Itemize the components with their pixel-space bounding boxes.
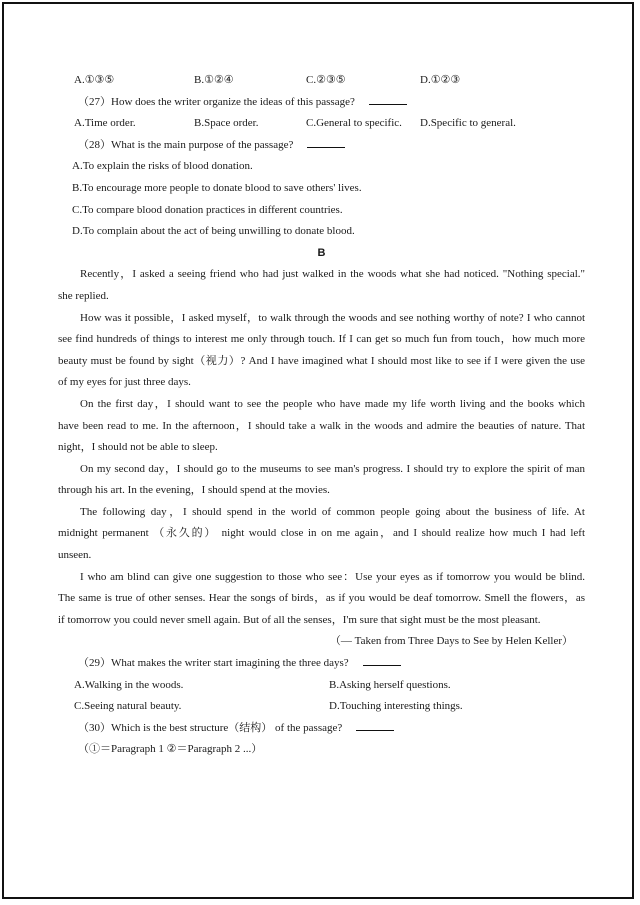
section-title: B: [317, 246, 326, 259]
passage-p2-line3: beauty must be found by sight（视力）? And I have imagined what I should most like to see if I were given the use: [58, 354, 585, 367]
q27-answer-blank[interactable]: [369, 92, 407, 105]
q30-note: （①＝Paragraph 1 ②＝Paragraph 2 ...）: [78, 743, 263, 756]
passage-p6-line3: if tomorrow you could never smell again. But of all the senses，I'm sure that sight must be the most pleasant.: [58, 613, 541, 626]
passage-p5-line2: midnight permanent （永久的） night would close in on me again，and I should realize how much I had left: [58, 527, 585, 540]
exam-page: [58, 70, 585, 761]
q26-option-a[interactable]: A.①③⑤: [74, 74, 115, 86]
passage-p6-line2: The same is true of other senses. Hear the songs of birds，as if you would be deaf tomorrow. Smell the flowers，as: [58, 592, 585, 605]
q28-answer-blank[interactable]: [307, 135, 345, 148]
q29-answer-blank[interactable]: [363, 653, 401, 666]
q27-option-a[interactable]: A.Time order.: [74, 117, 136, 130]
passage-p4-line2: through his art. In the evening，I should spend at the movies.: [58, 484, 330, 497]
q30-question-text: （30）Which is the best structure（结构） of the passage?: [78, 721, 343, 734]
passage-p2-line4: of my eyes for just three days.: [58, 376, 191, 389]
q28-question: [58, 135, 585, 157]
passage-p2-line2: see find hundreds of things to interest me only through touch. If I can get so much fun from touch，how much more: [58, 333, 585, 346]
passage-p4-line1: On my second day，I should go to the museums to see man's progress. I should try to explore the spirit of man: [80, 462, 585, 475]
q29-option-b[interactable]: B.Asking herself questions.: [329, 678, 451, 691]
q27-question: [58, 92, 585, 114]
q30-answer-blank[interactable]: [356, 718, 394, 731]
q28-option-d[interactable]: D.To complain about the act of being unwilling to donate blood.: [72, 225, 355, 238]
q27-option-b[interactable]: B.Space order.: [194, 117, 259, 130]
q26-options: [58, 70, 585, 92]
passage-p5-line3: unseen.: [58, 549, 92, 562]
passage-p3-line1: On the first day，I should want to see the people who have made my life worth living and the books which: [80, 397, 585, 410]
q29-option-c[interactable]: C.Seeing natural beauty.: [74, 700, 182, 713]
passage-p6-line1: I who am blind can give one suggestion to those who see：Use your eyes as if tomorrow you would be blind.: [80, 570, 585, 583]
q28-option-a[interactable]: A.To explain the risks of blood donation.: [72, 160, 253, 173]
passage-p3-line2: have been read to me. In the afternoon，I should take a walk in the woods and admire the beauties of nature. That: [58, 419, 585, 432]
q28-option-b[interactable]: B.To encourage more people to donate blood to save others' lives.: [72, 181, 362, 194]
q27-option-c[interactable]: C.General to specific.: [306, 117, 402, 130]
passage-p2-line1: How was it possible，I asked myself，to walk through the woods and see nothing worthy of note? I who cannot: [80, 311, 585, 324]
q29-options-row1: [58, 675, 585, 697]
q28-question-text: （28）What is the main purpose of the passage?: [78, 138, 294, 151]
q29-question-text: （29）What makes the writer start imagining the three days?: [78, 657, 349, 670]
passage-p1-line1: Recently，I asked a seeing friend who had just walked in the woods what she had noticed. "Nothing special.": [80, 268, 585, 281]
q29-option-a[interactable]: A.Walking in the woods.: [74, 678, 184, 691]
q29-option-d[interactable]: D.Touching interesting things.: [329, 700, 463, 713]
passage-p3-line3: night，I should not be able to sleep.: [58, 441, 218, 454]
q27-question-text: （27）How does the writer organize the ideas of this passage?: [78, 95, 355, 108]
q26-option-c[interactable]: C.②③⑤: [306, 74, 346, 86]
passage-p1-line2: she replied.: [58, 289, 109, 302]
q27-options: [58, 113, 585, 135]
passage-p5-line1: The following day，I should spend in the world of common people going about the business of life. At: [80, 505, 585, 518]
q26-option-d[interactable]: D.①②③: [420, 74, 461, 86]
q28-option-c[interactable]: C.To compare blood donation practices in different countries.: [72, 203, 343, 216]
q27-option-d[interactable]: D.Specific to general.: [420, 117, 516, 130]
q29-question: [58, 653, 585, 675]
q26-option-b[interactable]: B.①②④: [194, 74, 234, 86]
q30-question: [58, 718, 585, 740]
passage-source: （— Taken from Three Days to See by Helen Keller）: [329, 635, 573, 648]
q29-options-row2: [58, 696, 585, 718]
